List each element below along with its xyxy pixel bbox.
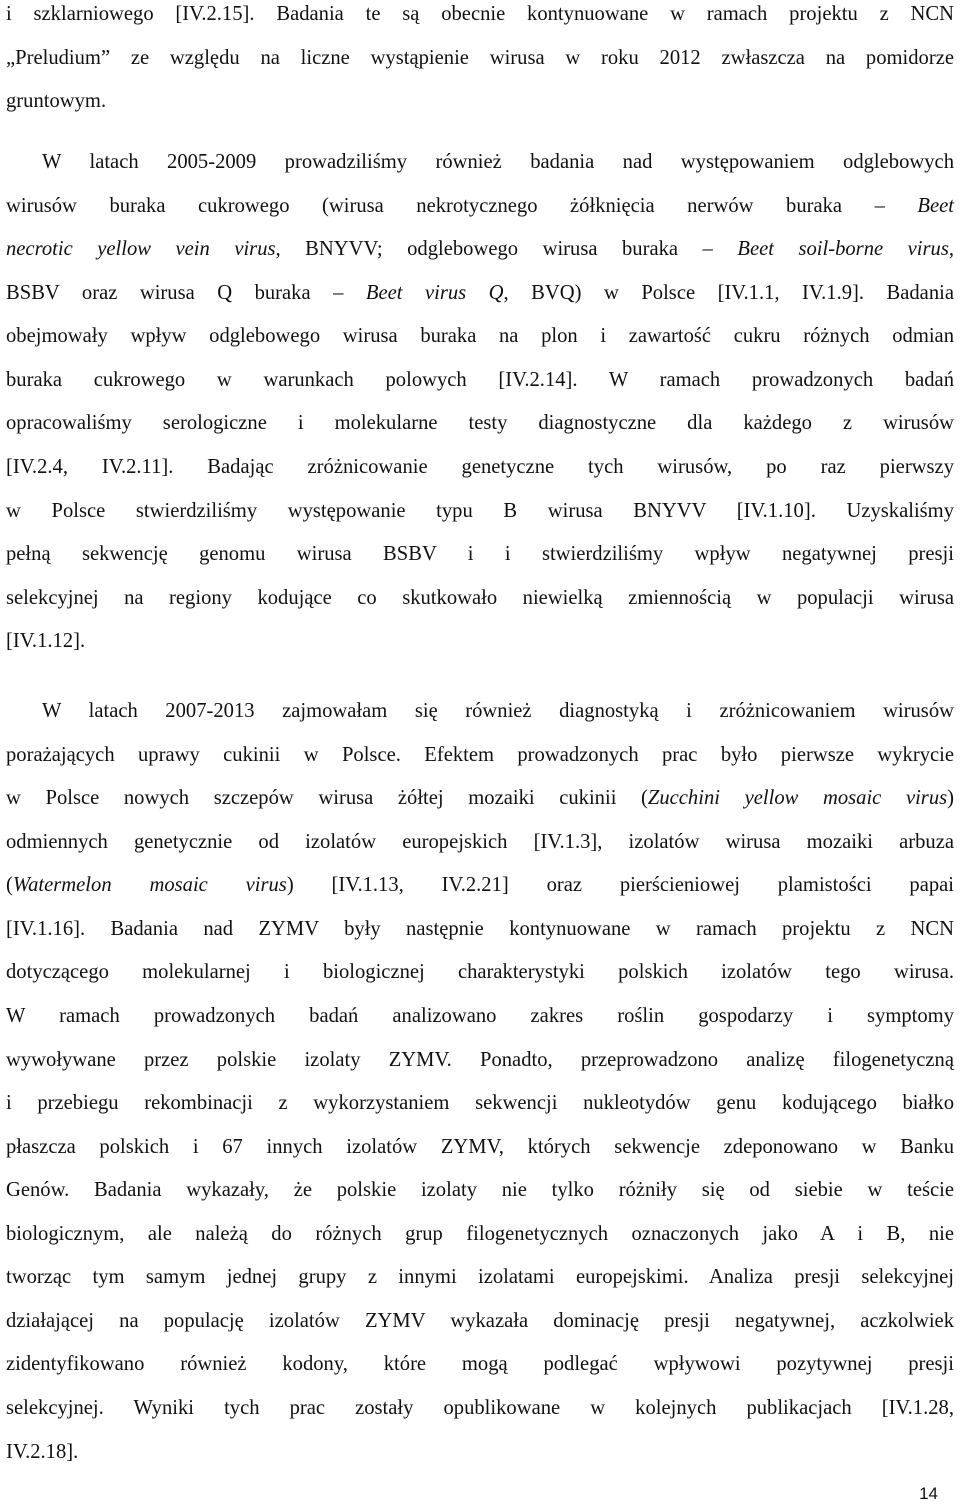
text-line [6,1350,954,1378]
text-line [6,584,954,612]
text-segment: biologicznym, ale należą do różnych grup filogenetycznych oznaczonych jako A i B, nie [6,1222,954,1245]
text-segment: [IV.1.16]. Badania nad ZYMV były następnie kontynuowane w ramach projektu z NCN [6,917,954,940]
text-segment: , BVQ) w Polsce [IV.1.1, IV.1.9]. Badania [503,281,954,304]
text-segment: W latach 2005-2009 prowadziliśmy również badania nad występowaniem odglebowych [42,151,954,173]
text-segment: w Polsce stwierdziliśmy występowanie typu B wirusa BNYVV [IV.1.10]. Uzyskaliśmy [6,499,954,522]
text-segment: odmiennych genetycznie od izolatów europejskich [IV.1.3], izolatów wirusa mozaiki arbuza [6,830,954,853]
italic-text: Beet [917,194,954,217]
text-segment: obejmowały wpływ odglebowego wirusa buraka na plon i zawartość cukru różnych odmian [6,325,954,348]
text-segment: [IV.2.4, IV.2.11]. Badając zróżnicowanie genetyczne tych wirusów, po raz pierwszy [6,455,954,478]
text-segment: wirusów buraka cukrowego (wirusa nekrotycznego żółknięcia nerwów buraka – [6,194,918,217]
text-segment: BSBV oraz wirusa Q buraka – [6,281,366,304]
text-line [6,409,954,437]
text-segment: , BNYVV; odglebowego wirusa buraka – [275,238,738,261]
text-line [6,958,954,986]
text-line [6,540,954,568]
text-line [6,915,954,943]
text-line [6,1263,954,1291]
text-segment: płaszcza polskich i 67 innych izolatów ZYMV, których sekwencje zdeponowano w Banku [6,1135,954,1158]
text-segment: pełną sekwencję genomu wirusa BSBV i i stwierdziliśmy wpływ negatywnej presji [6,543,954,565]
text-line [6,1220,954,1248]
text-segment: IV.2.18]. [6,1440,79,1463]
text-line [6,366,954,394]
text-line [6,192,954,220]
text-segment: selekcyjnej na regiony kodujące co skutkowało niewielką zmiennością w populacji wirusa [6,586,954,609]
text-line [6,87,954,115]
italic-text: Watermelon mosaic virus [12,874,287,897]
text-segment: i przebiegu rekombinacji z wykorzystaniem sekwencji nukleotydów genu kodującego białko [6,1092,954,1114]
text-line [6,1002,954,1030]
text-segment: W ramach prowadzonych badań analizowano zakres roślin gospodarzy i symptomy [6,1004,954,1027]
text-segment: w Polsce nowych szczepów wirusa żółtej mozaiki cukinii ( [6,787,648,810]
text-segment: buraka cukrowego w warunkach polowych [IV.2.14]. W ramach prowadzonych badań [6,368,954,391]
text-line [42,148,954,176]
italic-text: Beet soil-borne virus [737,238,949,261]
text-line [42,697,954,725]
text-segment: tworząc tym samym jednej grupy z innymi izolatami europejskimi. Analiza presji selekcyjnej [6,1266,954,1289]
text-line [6,0,954,28]
text-line [6,1307,954,1335]
text-line [6,741,954,769]
text-segment: ( [6,874,13,897]
text-line [6,1046,954,1074]
text-segment: W latach 2007-2013 zajmowałam się również diagnostyką i zróżnicowaniem wirusów [42,700,954,722]
text-segment: i szklarniowego [IV.2.15]. Badania te są obecnie kontynuowane w ramach projektu z NCN [6,3,954,25]
text-segment: działającej na populację izolatów ZYMV wykazała dominację presji negatywnej, aczkolwiek [6,1309,954,1332]
italic-text: Zucchini yellow mosaic virus [647,787,948,810]
italic-text: Beet virus Q [365,281,504,304]
text-segment: gruntowym. [6,90,107,113]
text-line [6,1089,954,1117]
text-line [6,627,954,655]
page-number: 14 [919,1484,938,1503]
text-segment: wywoływane przez polskie izolaty ZYMV. Ponadto, przeprowadzono analizę filogenetyczną [6,1048,954,1071]
text-line [6,1133,954,1161]
text-segment: selekcyjnej. Wyniki tych prac zostały opublikowane w kolejnych publikacjach [IV.1.28, [6,1397,954,1419]
text-line [6,1176,954,1204]
text-line [6,784,954,812]
text-line [6,1438,954,1466]
text-segment: ) [947,787,954,810]
text-segment: , [948,238,954,261]
text-segment: Genów. Badania wykazały, że polskie izolaty nie tylko różniły się od siebie w teście [6,1179,954,1202]
text-line [6,279,954,307]
text-line [6,44,954,72]
text-segment: „Preludium” ze względu na liczne wystąpienie wirusa w roku 2012 zwłaszcza na pomidorze [6,46,954,69]
text-line [6,235,954,263]
text-segment: zidentyfikowano również kodony, które mogą podlegać wpływowi pozytywnej presji [6,1353,954,1376]
text-line [6,828,954,856]
text-segment: opracowaliśmy serologiczne i molekularne testy diagnostyczne dla każdego z wirusów [6,412,954,435]
text-segment: [IV.1.12]. [6,630,86,653]
text-line [6,871,954,899]
text-line [6,453,954,481]
text-segment: ) [IV.1.13, IV.2.21] oraz pierścieniowej plamistości papai [286,874,955,897]
text-segment: porażających uprawy cukinii w Polsce. Efektem prowadzonych prac było pierwsze wykrycie [6,743,954,766]
text-line [6,1394,954,1422]
text-segment: dotyczącego molekularnej i biologicznej charakterystyki polskich izolatów tego wirusa. [6,961,954,984]
text-line [6,322,954,350]
italic-text: necrotic yellow vein virus [6,238,276,261]
text-line [6,497,954,525]
